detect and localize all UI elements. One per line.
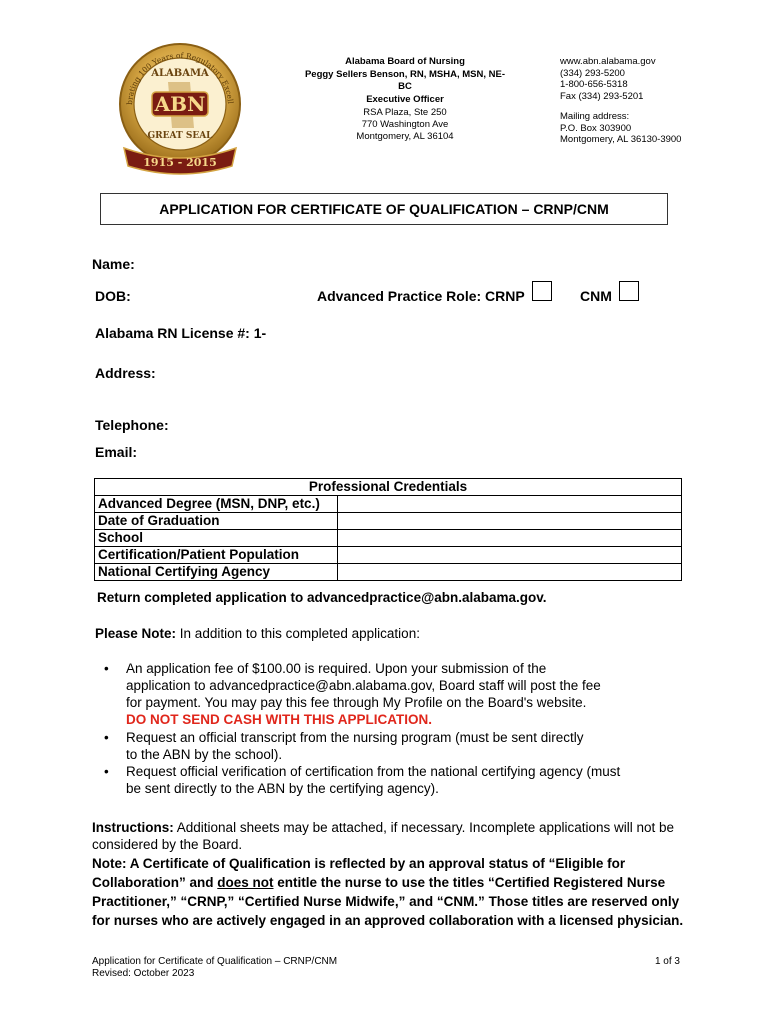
credential-value-field[interactable]	[338, 513, 682, 530]
role-label: Advanced Practice Role: CRNP	[317, 288, 525, 304]
header-mailing	[560, 111, 720, 146]
list-item	[104, 660, 604, 728]
list-item	[104, 763, 624, 797]
credential-label: School	[95, 530, 338, 547]
cash-warning: DO NOT SEND CASH WITH THIS APPLICATION.	[126, 712, 432, 727]
abn-great-seal	[110, 38, 250, 178]
email-label: Email:	[95, 444, 138, 460]
bullet-icon: •	[104, 661, 109, 676]
address-label: Address:	[95, 365, 156, 381]
officer-title: Executive Officer	[366, 93, 444, 105]
note-text-2: entitle the nurse to use the titles “Certified Registered Nurse Practitioner,” “CRNP,” “Certified Nurse Midwife,” and “CNM.” Those titles are reserved only for nurses who are actively engaged in an approved collaboration with a licensed physician.	[92, 875, 684, 928]
credential-label: National Certifying Agency	[95, 564, 338, 581]
crnp-checkbox[interactable]	[532, 281, 552, 301]
address-line: Montgomery, AL 36104	[356, 131, 454, 142]
credential-label: Date of Graduation	[95, 513, 338, 530]
phone-line: (334) 293-5200	[560, 67, 625, 79]
bullet-icon: •	[104, 730, 109, 745]
header-org-block	[300, 56, 510, 106]
credential-value-field[interactable]	[338, 564, 682, 581]
form-title: APPLICATION FOR CERTIFICATE OF QUALIFICATION – CRNP/CNM	[100, 193, 668, 225]
seal-ribbon: GREAT SEAL	[147, 131, 213, 141]
table-row	[95, 496, 682, 513]
table-row	[95, 564, 682, 581]
seal-state: ALABAMA	[151, 68, 209, 79]
license-label: Alabama RN License #: 1-	[95, 325, 267, 341]
website-link[interactable]: www.abn.alabama.gov	[560, 56, 656, 67]
bullet-text: An application fee of $100.00 is required. Upon your submission of the application to advancedpractice@abn.alabama.gov, Board staff will post the fee for payment. You may pay this fee through My Profile on the Board's website.	[126, 661, 601, 710]
instructions-text: Additional sheets may be attached, if necessary. Incomplete applications will not be considered by the Board.	[92, 820, 675, 852]
bullet-icon: •	[104, 764, 109, 779]
address-line: RSA Plaza, Ste 250	[363, 107, 447, 118]
table-row	[95, 530, 682, 547]
org-name: Alabama Board of Nursing	[345, 56, 465, 67]
credentials-table	[94, 478, 682, 581]
return-instruction: Return completed application to advancedpractice@abn.alabama.gov.	[97, 590, 547, 605]
credential-value-field[interactable]	[338, 530, 682, 547]
credentials-heading: Professional Credentials	[95, 479, 682, 496]
please-note-text: In addition to this completed application:	[176, 626, 420, 641]
bullet-text: Request official verification of certification from the national certifying agency (must be sent directly to the ABN by the certifying agency).	[126, 764, 621, 796]
seal-arc-text: brating 100 Years of Regulatory Excell	[124, 50, 235, 106]
note-paragraph	[92, 854, 692, 930]
instructions-label: Instructions:	[92, 820, 174, 835]
cnm-checkbox[interactable]	[619, 281, 639, 301]
mailing-line: P.O. Box 303900	[560, 122, 632, 134]
mailing-line: Mailing address:	[560, 111, 630, 122]
header-contact	[560, 56, 720, 102]
footer-left	[92, 956, 337, 980]
please-note	[95, 625, 695, 642]
mailing-line: Montgomery, AL 36130-3900	[560, 134, 682, 145]
phone-line: 1-800-656-5318	[560, 79, 628, 90]
footer-doc-title: Application for Certificate of Qualification – CRNP/CNM	[92, 956, 338, 967]
dob-label: DOB:	[95, 288, 131, 304]
list-item	[104, 729, 584, 763]
seal-initials: ABN	[154, 92, 206, 116]
fax-line: Fax (334) 293-5201	[560, 90, 644, 102]
credential-label: Advanced Degree (MSN, DNP, etc.)	[95, 496, 338, 513]
telephone-label: Telephone:	[95, 417, 169, 433]
note-underlined: does not	[217, 875, 274, 890]
bullet-text: Request an official transcript from the nursing program (must be sent directly to the ABN by the school).	[126, 730, 584, 762]
cnm-label: CNM	[580, 288, 612, 304]
header-address	[330, 107, 480, 143]
officer-name: Peggy Sellers Benson, RN, MSHA, MSN, NE-BC	[304, 68, 506, 92]
credential-value-field[interactable]	[338, 496, 682, 513]
address-line: 770 Washington Ave	[361, 119, 449, 130]
table-row	[95, 547, 682, 564]
name-label: Name:	[92, 256, 135, 272]
note-text-1: Note: A Certificate of Qualification is reflected by an approval status of “Eligible for Collaboration” and	[92, 856, 626, 890]
instructions	[92, 819, 692, 853]
credential-value-field[interactable]	[338, 547, 682, 564]
page-number: 1 of 3	[654, 956, 680, 967]
table-row	[95, 513, 682, 530]
seal-years: 1915 - 2015	[143, 156, 217, 169]
footer-revised: Revised: October 2023	[92, 968, 195, 979]
credential-label: Certification/Patient Population	[95, 547, 338, 564]
please-note-label: Please Note:	[95, 626, 177, 641]
